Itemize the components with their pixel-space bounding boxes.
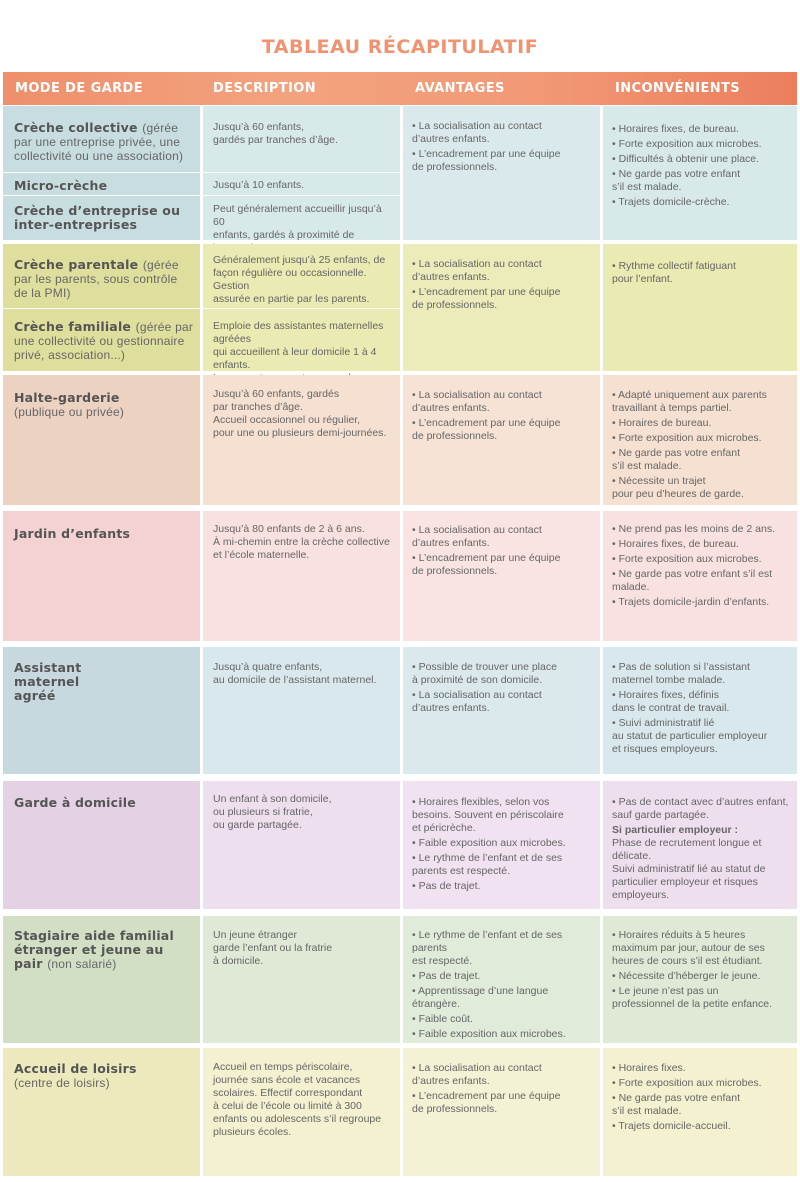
list-item: • Le jeune n’est pas un professionnel de la petite enfance. — [612, 985, 772, 1010]
mode-label: Stagiaire aide familial étranger et jeune au pair (non salarié) — [14, 928, 174, 971]
table-row — [3, 781, 797, 909]
list-item: • Horaires réduits à 5 heures maximum par jour, autour de ses heures de cours s’il est étudiant. — [612, 929, 765, 967]
table-row — [3, 106, 797, 240]
page-title: TABLEAU RÉCAPITULATIF — [261, 36, 539, 58]
list-item: • Faible exposition aux microbes. — [412, 1028, 566, 1040]
inconvenients-cell — [603, 106, 797, 240]
list-item: • La socialisation au contact d’autres enfants. — [412, 120, 542, 145]
list-item: • Horaires fixes, de bureau. — [612, 538, 739, 550]
description-cell: Jusqu’à 80 enfants de 2 à 6 ans. À mi-chemin entre la crèche collective et l’école maternelle. — [203, 511, 400, 641]
list-item: • Rythme collectif fatiguant pour l’enfant. — [612, 260, 736, 285]
avantages-cell — [403, 647, 600, 774]
table-header — [3, 72, 797, 105]
list-item: • L’encadrement par une équipe de professionnels. — [412, 1090, 561, 1115]
table-row — [3, 647, 797, 774]
list-item: • Forte exposition aux microbes. — [612, 553, 762, 565]
avantages-cell — [403, 781, 600, 909]
description-cell: Accueil en temps périscolaire, journée sans école et vacances scolaires. Effectif correspondant à celui de l’école ou limité à 300 enfants ou adolescents s’il regroupe plusieurs écoles. — [203, 1048, 400, 1176]
mode-label: Crèche parentale (gérée par les parents, sous contrôle de la PMI) — [14, 257, 179, 300]
mode-label: Crèche familiale (gérée par une collectivité ou gestionnaire privé, association...) — [14, 319, 194, 362]
list-item: • Faible coût. — [412, 1013, 473, 1025]
inconvenients-cell — [603, 244, 797, 371]
description-cell: Généralement jusqu’à 25 enfants, de façon régulière ou occasionnelle. Gestion assurée en partie par les parents. Emploie des assistantes maternelles agréées qui accueillent à leur domicile 1 à 4 enfants. — [203, 244, 400, 371]
list-item: • Pas de contact avec d’autres enfant, sauf garde partagée. — [612, 796, 789, 821]
avantages-cell — [403, 106, 600, 240]
header-description: DESCRIPTION — [213, 81, 316, 96]
table-row — [3, 916, 797, 1043]
table-row — [3, 1048, 797, 1176]
list-item: • Apprentissage d’une langue étrangère. — [412, 985, 549, 1010]
mode-cell — [3, 106, 200, 240]
list-item: Si particulier employeur : — [612, 824, 739, 836]
list-item: • Le rythme de l’enfant et de ses parents est respecté. — [412, 929, 563, 967]
avantages-cell — [403, 916, 600, 1043]
list-item: • Ne prend pas les moins de 2 ans. — [612, 523, 776, 535]
list-item: • La socialisation au contact d’autres enfants. — [412, 689, 542, 714]
list-item: • L’encadrement par une équipe de professionnels. — [412, 417, 561, 442]
list-item: • Pas de trajet. — [412, 970, 481, 982]
list-item: • L’encadrement par une équipe de professionnels. — [412, 148, 561, 173]
list-item: • Ne garde pas votre enfant s’il est malade. — [612, 447, 741, 472]
description-cell: Jusqu’à 60 enfants, gardés par tranches d’âge. Jusqu’à 10 enfants. Peut généralement accueillir jusqu’à 60 enfants, gardés à proximité de — [203, 106, 400, 240]
mode-label: Jardin d’enfants — [14, 526, 131, 541]
description-cell: Jusqu’à quatre enfants, au domicile de l’assistant maternel. — [203, 647, 400, 774]
list-item: • Faible exposition aux microbes. — [412, 837, 566, 849]
mode-label: Micro-crèche — [14, 178, 108, 193]
list-item: • Le rythme de l’enfant et de ses parents est respecté. — [412, 852, 563, 877]
list-item: • Trajets domicile-crèche. — [612, 196, 730, 208]
list-item: • La socialisation au contact d’autres enfants. — [412, 258, 542, 283]
list-item: • La socialisation au contact d’autres enfants. — [412, 524, 542, 549]
mode-label: Halte-garderie (publique ou privée) — [14, 390, 125, 419]
inconvenients-cell — [603, 647, 797, 774]
list-item: • Pas de trajet. — [412, 880, 481, 892]
list-item: • Possible de trouver une place à proximité de son domicile. — [412, 661, 557, 686]
list-item: • Nécessite un trajet pour peu d’heures de garde. — [612, 475, 744, 500]
mode-cell — [3, 781, 200, 909]
avantages-cell — [403, 244, 600, 371]
description-cell: Un enfant à son domicile, ou plusieurs si fratrie, ou garde partagée. — [203, 781, 400, 909]
table-row — [3, 375, 797, 505]
header-avantages: AVANTAGES — [415, 81, 505, 96]
list-item: • L’encadrement par une équipe de professionnels. — [412, 286, 561, 311]
avantages-cell — [403, 1048, 600, 1176]
table-row — [3, 244, 797, 371]
mode-label: Crèche d’entreprise ou inter-entreprises — [14, 203, 181, 232]
list-item: • Horaires fixes, de bureau. — [612, 123, 739, 135]
list-item: • La socialisation au contact d’autres enfants. — [412, 389, 542, 414]
inconvenients-cell — [603, 511, 797, 641]
mode-cell — [3, 647, 200, 774]
list-item: • Ne garde pas votre enfant s’il est malade. — [612, 568, 773, 593]
mode-label: Accueil de loisirs (centre de loisirs) — [14, 1061, 137, 1090]
mode-cell — [3, 511, 200, 641]
list-item: • L’encadrement par une équipe de professionnels. — [412, 552, 561, 577]
mode-cell — [3, 244, 200, 371]
avantages-cell — [403, 511, 600, 641]
mode-cell — [3, 1048, 200, 1176]
list-item: • Ne garde pas votre enfant s’il est malade. — [612, 1092, 741, 1117]
list-item: • La socialisation au contact d’autres enfants. — [412, 1062, 542, 1087]
inconvenients-cell — [603, 1048, 797, 1176]
mode-label: Garde à domicile — [14, 795, 136, 810]
inconvenients-cell — [603, 781, 797, 909]
list-item: • Horaires flexibles, selon vos besoins. Souvent en périscolaire et péricrèche. — [412, 796, 564, 834]
mode-cell — [3, 916, 200, 1043]
list-item: • Horaires de bureau. — [612, 417, 712, 429]
table-row — [3, 511, 797, 641]
list-item: • Nécessite d’héberger le jeune. — [612, 970, 761, 982]
description-cell: Un jeune étranger garde l’enfant ou la fratrie à domicile. — [203, 916, 400, 1043]
mode-label: Assistant maternel agréé — [14, 660, 82, 703]
mode-label: Crèche collective (gérée par une entreprise privée, une collectivité ou une association) — [14, 120, 184, 163]
list-item: • Difficultés à obtenir une place. — [612, 153, 760, 165]
list-item: • Trajets domicile-accueil. — [612, 1120, 731, 1132]
list-item: • Forte exposition aux microbes. — [612, 1077, 762, 1089]
description-cell: Jusqu’à 60 enfants, gardés par tranches d’âge. Accueil occasionnel ou régulier, pour une ou plusieurs demi-journées. — [203, 375, 400, 505]
header-mode: MODE DE GARDE — [15, 81, 143, 96]
list-item: • Forte exposition aux microbes. — [612, 138, 762, 150]
list-item: • Adapté uniquement aux parents travaillant à temps partiel. — [612, 389, 767, 414]
list-item: • Suivi administratif lié au statut de particulier employeur et risques employeurs. — [612, 717, 768, 755]
inconvenients-cell — [603, 375, 797, 505]
list-item: • Horaires fixes, définis dans le contrat de travail. — [612, 689, 730, 714]
list-item: • Pas de solution si l’assistant maternel tombe malade. — [612, 661, 750, 686]
list-item: • Horaires fixes. — [612, 1062, 686, 1074]
inconvenients-cell — [603, 916, 797, 1043]
list-item: • Forte exposition aux microbes. — [612, 432, 762, 444]
header-inconvenients: INCONVÉNIENTS — [615, 81, 741, 96]
list-item: • Ne garde pas votre enfant s’il est malade. — [612, 168, 741, 193]
list-item: Phase de recrutement longue et délicate. Suivi administratif lié au statut de particulier employeur et risques employeurs. — [612, 837, 766, 901]
list-item: • Trajets domicile-jardin d’enfants. — [612, 596, 770, 608]
mode-cell — [3, 375, 200, 505]
avantages-cell — [403, 375, 600, 505]
